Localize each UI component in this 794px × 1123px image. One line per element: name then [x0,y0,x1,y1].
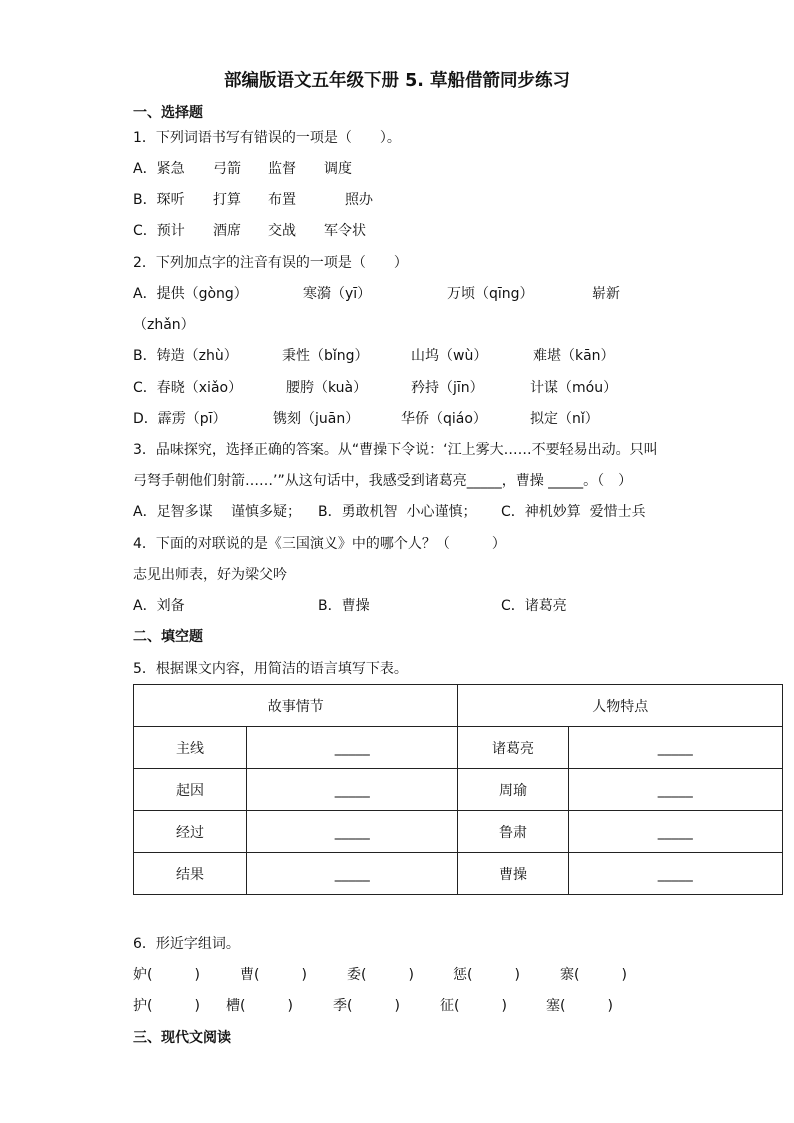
option-word: 山坞（wù） [411,348,488,364]
option-text: A．紧急 [133,161,185,177]
option-word: 酒席 [213,223,241,239]
option-word: 万顷（qīng） [447,286,534,302]
plot-label: 结果 [134,853,247,895]
option-text: C．春晓（xiǎo） [133,380,243,396]
trait-answer-blank[interactable]: _____ [568,769,782,811]
plot-label: 经过 [134,811,247,853]
plot-answer-blank[interactable]: _____ [247,811,458,853]
section-heading-reading: 三、现代文阅读 [133,1030,231,1046]
option-c: C．诸葛亮 [501,598,567,614]
plot-label: 主线 [134,727,247,769]
option-word: 调度 [324,161,352,177]
question-1-stem: 1．下列词语书写有错误的一项是（ ）。 [133,130,401,146]
question-4-couplet: 志见出师表，好为梁父吟 [133,567,287,583]
question-2-stem: 2．下列加点字的注音有误的一项是（ ） [133,255,408,271]
section-heading-fill: 二、填空题 [133,629,203,645]
header-traits: 人物特点 [458,685,783,727]
question-3-stem-line-2: 弓弩手朝他们射箭……’”从这句话中，我感受到诸葛亮_____，曹操 _____。（ ） [133,473,633,489]
person-label: 曹操 [458,853,568,895]
option-a: A．足智多谋 谨慎多疑； [133,504,302,520]
trait-answer-blank[interactable]: _____ [568,727,782,769]
table-row [134,727,783,769]
word-blank[interactable]: 护( ) [133,998,200,1014]
option-word: 拟定（nǐ） [530,411,599,427]
word-blank[interactable]: 塞( ) [546,998,613,1014]
option-text: D．霹雳（pī） [133,411,227,427]
trait-answer-blank[interactable]: _____ [568,811,782,853]
word-blank[interactable]: 惩( ) [453,967,520,983]
option-word: 难堪（kān） [533,348,615,364]
table-row [134,769,783,811]
option-word: 秉性（bǐng） [282,348,369,364]
option-word-wrap: （zhǎn） [133,317,195,333]
plot-answer-blank[interactable]: _____ [247,769,458,811]
option-word: 布置 [268,192,296,208]
section-heading-choice: 一、选择题 [133,105,203,121]
header-plot: 故事情节 [134,685,458,727]
person-label: 鲁肃 [458,811,568,853]
person-label: 周瑜 [458,769,568,811]
option-word: 监督 [268,161,296,177]
word-blank[interactable]: 妒( ) [133,967,200,983]
plot-label: 起因 [134,769,247,811]
word-blank[interactable]: 曹( ) [240,967,307,983]
trait-answer-blank[interactable]: _____ [568,853,782,895]
word-blank[interactable]: 委( ) [347,967,414,983]
option-text: C．预计 [133,223,185,239]
question-5-table [133,684,783,895]
table-header-row [134,685,783,727]
page-title: 部编版语文五年级下册 5. 草船借箭同步练习 [223,71,570,91]
option-word: 矜持（jīn） [411,380,484,396]
question-6-stem: 6．形近字组词。 [133,936,240,952]
table-row [134,853,783,895]
option-word: 计谋（móu） [530,380,618,396]
option-word: 军令状 [324,223,366,239]
option-word: 华侨（qiáo） [401,411,487,427]
option-b: B．曹操 [318,598,370,614]
option-c: C．神机妙算 爱惜士兵 [501,504,646,520]
option-word: 交战 [268,223,296,239]
word-blank[interactable]: 征( ) [440,998,507,1014]
option-word: 弓箭 [213,161,241,177]
plot-answer-blank[interactable]: _____ [247,727,458,769]
option-b: B．勇敢机智 小心谨慎； [318,504,477,520]
option-word: 腰胯（kuà） [286,380,368,396]
option-word: 崭新 [592,286,620,302]
option-text: B．琛听 [133,192,185,208]
option-text: A．提供（gòng） [133,286,248,302]
option-word: 打算 [213,192,241,208]
table-row [134,811,783,853]
question-4-stem: 4．下面的对联说的是《三国演义》中的哪个人？（ ） [133,536,506,552]
word-blank[interactable]: 季( ) [333,998,400,1014]
question-3-stem-line-1: 3．品味探究，选择正确的答案。从“曹操下令说：‘江上雾大……不要轻易出动。只叫 [133,442,658,458]
option-word: 镌刻（juān） [273,411,360,427]
word-blank[interactable]: 槽( ) [226,998,293,1014]
word-blank[interactable]: 寨( ) [560,967,627,983]
option-a: A．刘备 [133,598,185,614]
person-label: 诸葛亮 [458,727,568,769]
plot-answer-blank[interactable]: _____ [247,853,458,895]
option-word: 寒漪（yī） [303,286,372,302]
question-5-stem: 5．根据课文内容，用简洁的语言填写下表。 [133,661,408,677]
option-word: 照办 [345,192,373,208]
option-text: B．铸造（zhù） [133,348,238,364]
